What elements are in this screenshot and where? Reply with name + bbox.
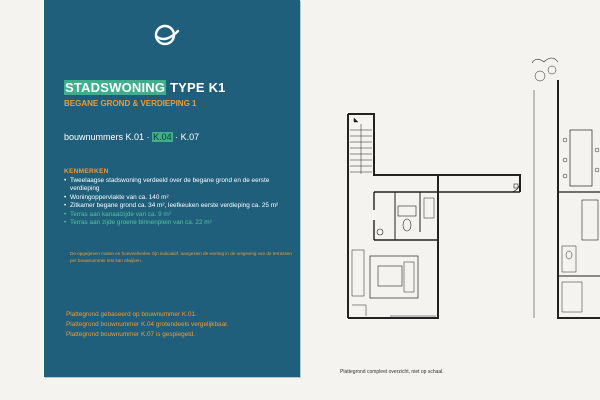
plan-caption: Plattegrond compleet overzicht, niet op schaal. bbox=[340, 369, 444, 375]
page-subtitle: BEGANE GROND & VERDIEPING 1 bbox=[64, 99, 197, 108]
kenmerken-heading: KENMERKEN bbox=[64, 168, 109, 175]
bouwnummers-label: bouwnummers bbox=[64, 132, 124, 142]
bouwnummers-line: bouwnummers K.01 · K.04 · K.07 bbox=[64, 132, 200, 142]
disclaimer-text: De opgegeven maten en hoeveelheden zijn indicatief, aangezien de woning in de omgeving van de terrassen per bouwnummer iets kan afwijken. bbox=[70, 251, 292, 263]
kenmerk-item: • Terras aan kanaalzijde van ca. 9 m² bbox=[64, 211, 292, 219]
title-model: TYPE K1 bbox=[170, 80, 226, 95]
plan-notes bbox=[66, 310, 294, 341]
bouwnummer-1: K.01 bbox=[125, 132, 145, 142]
title-type: STADSWONING bbox=[65, 80, 166, 95]
plan-note: Plattegrond bouwnummer K.04 grotendeels vergelijkbaar. bbox=[66, 321, 229, 329]
info-panel bbox=[44, 0, 300, 377]
logo-icon bbox=[150, 22, 184, 48]
kenmerk-item: • Zitkamer begane grond ca. 34 m², leefkeuken eerste verdieping ca. 25 m² bbox=[64, 202, 292, 210]
plan-note: Plattegrond gebaseerd op bouwnummer K.01. bbox=[66, 311, 197, 318]
plan-note: Plattegrond bouwnummer K.07 is gespiegeld. bbox=[66, 331, 195, 339]
kenmerken-list bbox=[64, 177, 292, 227]
ground-floor-plan bbox=[348, 114, 520, 318]
kenmerk-item: • Terras aan zijde groene binnenplein van ca. 22 m² bbox=[64, 219, 292, 227]
bouwnummer-3: K.07 bbox=[180, 132, 200, 142]
floor-plans bbox=[300, 0, 600, 400]
kenmerk-item: • Woningoppervlakte van ca. 140 m² bbox=[64, 194, 292, 202]
first-floor-plan bbox=[532, 58, 600, 318]
page-title bbox=[64, 80, 226, 95]
bouwnummer-2: K.04 bbox=[153, 132, 172, 142]
kenmerk-item: • Tweelaagse stadswoning verdeeld over de begane grond en de eerste verdieping bbox=[64, 177, 292, 194]
